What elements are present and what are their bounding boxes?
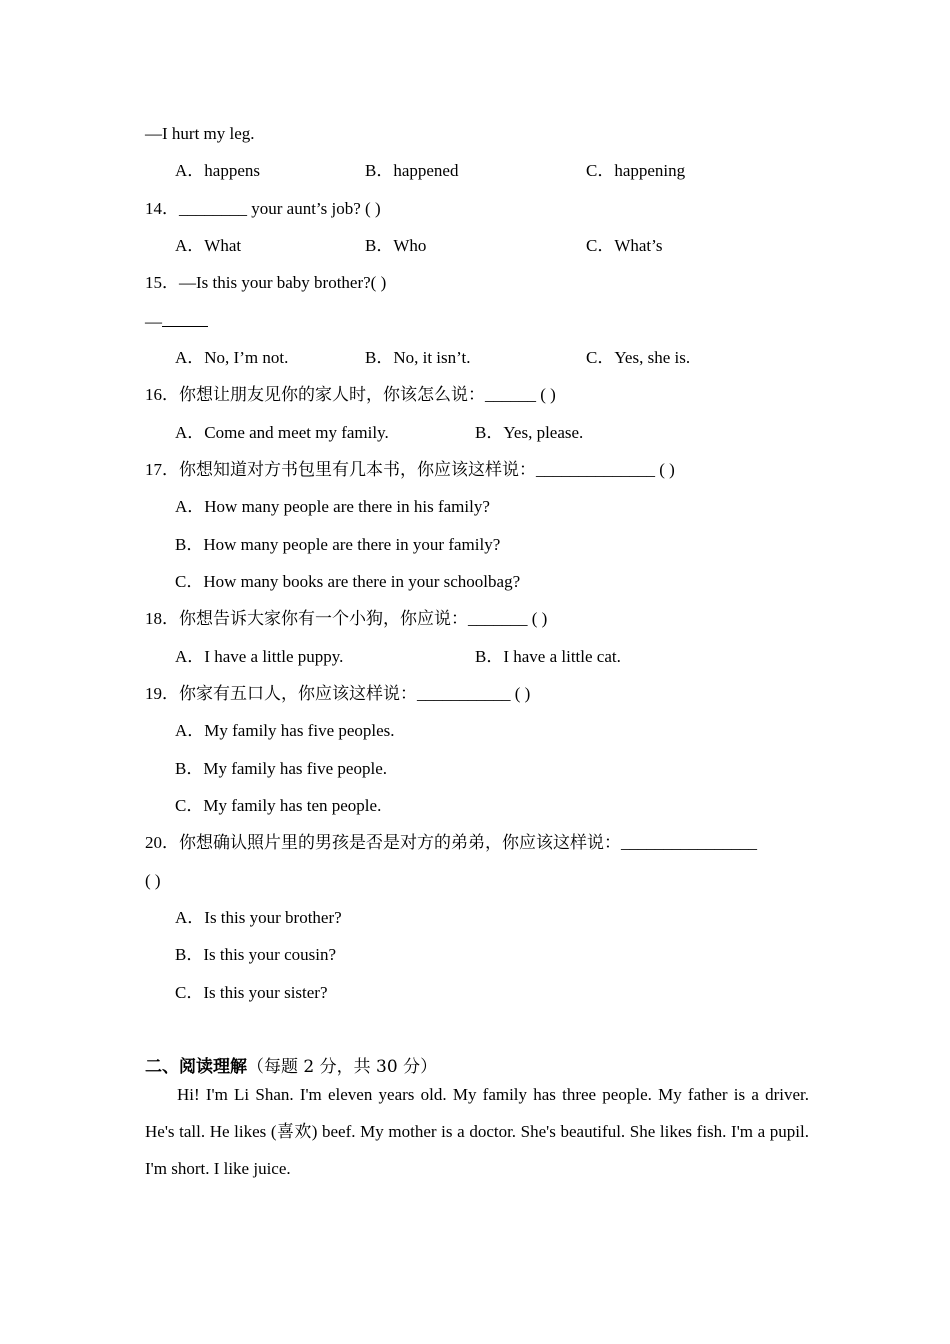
q20-option-a: A．Is this your brother? (175, 908, 342, 927)
q15-option-b: B．No, it isn’t. (365, 348, 471, 367)
q19-option-b: B．My family has five people. (175, 759, 387, 778)
q15-text: 15．—Is this your baby brother?( ) (145, 273, 387, 292)
q13-option-c: C．happening (586, 161, 686, 180)
q20-paren: ( ) (145, 871, 161, 890)
q13-answer-line: —I hurt my leg. (145, 124, 255, 143)
q19-text: 19．你家有五口人，你应该这样说：___________ ( ) (145, 684, 531, 703)
q18-option-a: A．I have a little puppy. (175, 647, 344, 666)
reading-passage: Hi! I'm Li Shan. I'm eleven years old. My family has three people. My father is a driver. He's tall. He likes (喜欢) beef. My mother is a doctor. She's beautiful. She likes fish. I'm a pupil. I'm short. I like juice. (145, 1085, 809, 1178)
q15-dash: — (145, 312, 162, 331)
q18-text: 18．你想告诉大家你有一个小狗，你应说：_______ ( ) (145, 609, 548, 628)
q16-text: 16．你想让朋友见你的家人时，你该怎么说：______ ( ) (145, 385, 556, 404)
q17-text: 17．你想知道对方书包里有几本书，你应该这样说：______________ ( ) (145, 460, 675, 479)
q20-option-b: B．Is this your cousin? (175, 945, 337, 964)
section-2-heading (145, 1056, 437, 1078)
q16-option-a: A．Come and meet my family. (175, 423, 389, 442)
q13-option-a: A．happens (175, 161, 260, 180)
q13-option-b: B．happened (365, 161, 459, 180)
q19-option-c: C．My family has ten people. (175, 796, 382, 815)
q20-option-c: C．Is this your sister? (175, 983, 328, 1002)
q15-option-a: A．No, I’m not. (175, 348, 289, 367)
section-2-scoring: （每题 2 分，共 30 分） (247, 1057, 438, 1077)
q14-option-c: C．What’s (586, 236, 663, 255)
q14-option-b: B．Who (365, 236, 427, 255)
q19-option-a: A．My family has five peoples. (175, 721, 395, 740)
q16-option-b: B．Yes, please. (475, 423, 584, 442)
q20-text: 20．你想确认照片里的男孩是否是对方的弟弟，你应该这样说：________________ (145, 833, 757, 852)
q14-text: 14．________ your aunt’s job? ( ) (145, 199, 381, 218)
q14-option-a: A．What (175, 236, 242, 255)
section-2-title: 二、阅读理解 (145, 1057, 247, 1077)
q15-answer-line (145, 310, 208, 333)
q17-option-c: C．How many books are there in your schoolbag? (175, 572, 521, 591)
q17-option-a: A．How many people are there in his family? (175, 497, 490, 516)
q18-option-b: B．I have a little cat. (475, 647, 621, 666)
q17-option-b: B．How many people are there in your family? (175, 535, 501, 554)
q15-answer-blank[interactable] (162, 310, 208, 327)
q15-option-c: C．Yes, she is. (586, 348, 691, 367)
